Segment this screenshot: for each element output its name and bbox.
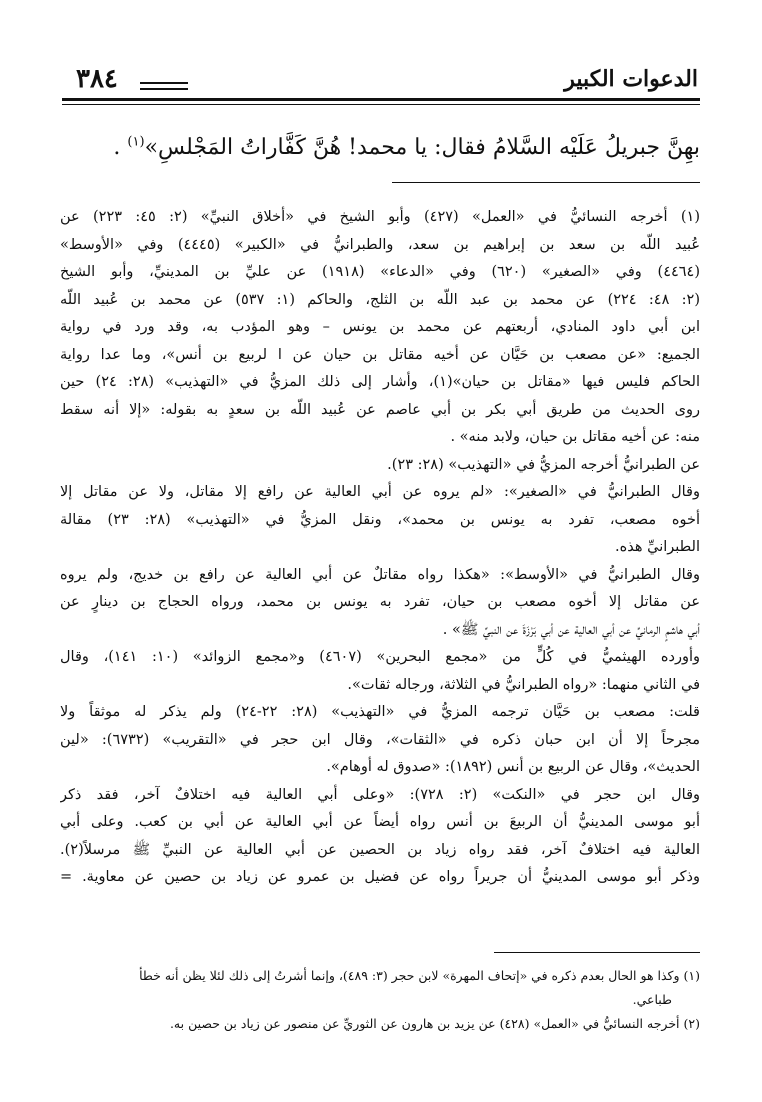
note-line: عن الطبرانيُّ أخرجه المزيُّ في «التهذيب» (٢٨: ٢٣). xyxy=(387,456,700,473)
header-rule xyxy=(62,98,700,101)
note-line: الجميع: «عن مصعب بن حَيَّان عن أخيه مقاتل بن حيان عن ا لربيع بن أنس»، وما عدا رواية xyxy=(60,346,700,363)
page-number-rule xyxy=(140,82,188,84)
footnote-line: طباعي. xyxy=(632,992,672,1007)
main-text xyxy=(80,128,700,168)
note-line: عن مقاتل إلا أخوه مصعب بن حيان، تفرد به يونس بن محمد، ورواه الحجاج بن دينارٍ عن xyxy=(60,594,700,610)
note-line: منه: عن أخيه مقاتل بن حيان، ولابد منه» . xyxy=(450,429,700,445)
page-number-rule xyxy=(140,88,188,90)
note-line: أبو موسى المدينيُّ أن الربيعَ بن أنس رواه أيضاً عن أبي العالية عن أبي بن كعب. وعلى أبي xyxy=(60,814,700,830)
page-number: ٣٨٤ xyxy=(76,64,118,94)
note-line: وقال الطبرانيُّ في «الأوسط»: «هكذا رواه مقاتلٌ عن أبي العالية عن رافع بن خديج، ولم يروه xyxy=(60,566,700,583)
footnote-line: (١) وكذا هو الحال بعدم ذكره في «إتحاف المهرة» لابن حجر (٣: ٤٨٩)، وإنما أشرتُ إلى ذلك لئلا يظن أنه خطأ xyxy=(139,968,700,983)
note-line: (١) أخرجه النسائيُّ في «العمل» (٤٢٧) وأبو الشيخ في «أخلاق النبيِّ» (٢: ٤٥: ٢٢٣) عن xyxy=(60,209,700,225)
note-line: الطبرانيِّ هذه. xyxy=(615,539,700,555)
main-text-rule xyxy=(392,182,700,183)
note-line: في الثاني منهما: «رواه الطبرانيُّ في الثلاثة، ورجاله ثقات». xyxy=(347,676,700,693)
running-title: الدعوات الكبير xyxy=(564,66,698,92)
note-line: (٤٤٦٤) وفي «الصغير» (٦٢٠) وفي «الدعاء» (١٩١٨) عن عليِّ بن المدينيِّ، وأبو الشيخ xyxy=(60,264,700,280)
note-line: الحديث»، وقال عن الربيع بن أنس (١٨٩٢): «صدوق له أوهام». xyxy=(326,759,700,775)
main-text-end: . xyxy=(113,135,128,160)
footnote-rule xyxy=(494,952,700,953)
note-line: وقال ابن حجر في «النكت» (٢: ٧٢٨): «وعلى أبي العالية فيه اختلافٌ آخر، فقد ذكر xyxy=(60,786,700,803)
note-line: مجرحاً إلا أن ابن حبان ذكره في «الثقات»، وقال ابن حجر في «التقريب» (٦٧٣٢): «لين xyxy=(60,731,700,748)
note-line: روى الحديث من طريق أبي بكر بن أبي عاصم عن عُبيد اللّه بن سعدٍ به بقوله: «إلا أنه سقط xyxy=(60,401,700,418)
note-line: وأورده الهيثميُّ في كُلٍّ من «مجمع البحرين» (٤٦٠٧) و«مجمع الزوائد» (١٠: ١٤١)، وقال xyxy=(60,649,700,665)
note-line: الحاكم فليس فيها «مقاتل بن حيان»(١)، وأشار إلى ذلك المزيُّ في «التهذيب» (٢٨: ٢٤) حين xyxy=(60,374,700,390)
note-line: وقال الطبرانيُّ في «الصغير»: «لم يروه عن أبي العالية عن رافع إلا مقاتل، ولا عن مقاتل إلا xyxy=(60,484,700,500)
footnotes-block xyxy=(60,964,700,1036)
footnote-line: (٢) أخرجه النسائيُّ في «العمل» (٤٢٨) عن يزيد بن هارون عن الثوريِّ عن منصور عن زياد بن حصين به. xyxy=(169,1016,700,1031)
note-line: قلت: مصعب بن حَيَّان ترجمه المزيُّ في «التهذيب» (٢٨: ٢٢-٢٤) ولم يذكر له موثقاً ولا xyxy=(60,704,700,720)
main-text-line: بهِنَّ جبريلُ عَلَيْه السَّلامُ فقال: يا محمد! هُنَّ كَفَّاراتُ المَجْلسِ» xyxy=(144,135,700,160)
note-line: أخوه مصعب، تفرد به يونس بن محمد»، ونقل المزيُّ في «التهذيب» (٢٨: ٢٣) مقالة xyxy=(60,511,700,528)
notes-block xyxy=(60,204,700,892)
header-rule-thin xyxy=(62,104,700,105)
note-line: عُبيد اللّه بن سعد بن إبراهيم بن سعد، والطبرانيُّ في «الكبير» (٤٤٤٥) وفي «الأوسط» xyxy=(60,236,700,253)
note-line: وذكر أبو موسى المدينيُّ أن جريراً رواه عن فضيل بن عمرو عن زياد بن حصين عن معاوية. = xyxy=(60,869,700,885)
note-line: ابن أبي داود المنادي، أربعتهم عن محمد بن يونس – وهو المؤدب به، وقد ورد في رواية xyxy=(60,319,700,335)
note-line: العالية فيه اختلافٌ آخر، فقد رواه زياد بن الحصين عن أبي العالية عن النبيِّ ﷺ مرسلاً(٢). xyxy=(60,841,700,858)
footnote-marker: (١) xyxy=(127,134,145,150)
note-line: (٢: ٤٨: ٢٢٤) عن محمد بن عبد اللّه بن الثلج، والحاكم (١: ٥٣٧) عن محمد بن عُبيد اللّه xyxy=(60,291,700,308)
note-line: أبي هاشمٍ الرمانيِّ عن أبي العالية عن أبي بَرْزَةَ عن النبيِّ ﷺ» . xyxy=(442,621,700,638)
